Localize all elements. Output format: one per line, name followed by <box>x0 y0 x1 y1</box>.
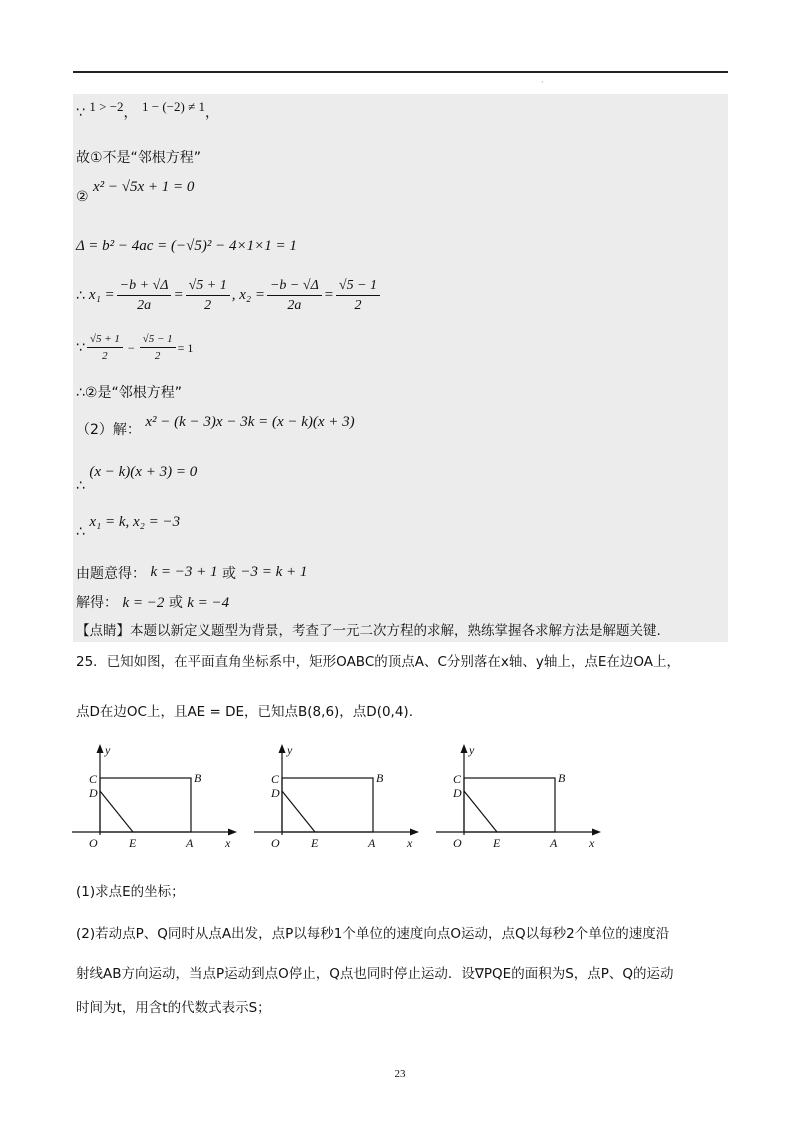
fraction: $\frac{√5 - 1}{2}$ <box>140 333 176 362</box>
coordinate-figure-1 <box>70 740 245 855</box>
solution-line-12: 解得： k = −2 或 k = −4 <box>76 595 230 611</box>
rectangle-oabc <box>282 778 373 832</box>
label-a: A <box>186 836 194 850</box>
fraction: $\frac{√5 + 1}{2}$ <box>87 333 123 362</box>
solution-line-2: 故①不是“邻根方程” <box>76 150 202 166</box>
header-dot: · <box>541 78 544 87</box>
label-e: E <box>311 836 319 850</box>
question-25-line-1: 25．已知如图，在平面直角坐标系中，矩形OABC的顶点A、C分别落在x轴、y轴上，点E在边OA上， <box>76 654 681 670</box>
x-axis-arrow <box>410 829 419 836</box>
y-axis-arrow <box>279 744 286 753</box>
page-number: 23 <box>394 1068 406 1080</box>
label-a: A <box>368 836 376 850</box>
label-d: D <box>453 786 462 800</box>
fraction: $\frac{-b + √\Delta}{2a}$ <box>117 278 172 314</box>
label-x: x <box>589 836 595 850</box>
label-d: D <box>271 786 280 800</box>
solution-line-6: ∵ $\frac{√5 + 1}{2}$ − $\frac{√5 - 1}{2}$ = 1 <box>76 333 194 363</box>
label-c: C <box>271 772 280 786</box>
solution-line-4: Δ = b² − 4ac = (−√5)² − 4×1×1 = 1 <box>76 238 297 254</box>
label-b: B <box>558 771 566 785</box>
solution-box <box>73 94 728 642</box>
label-o: O <box>271 836 280 850</box>
solution-line-7: ∴②是“邻根方程” <box>76 385 182 401</box>
solution-line-11: 由题意得： k = −3 + 1 或 −3 = k + 1 <box>76 564 308 582</box>
y-axis-arrow <box>461 744 468 753</box>
label-c: C <box>89 772 98 786</box>
coordinate-figure-3 <box>434 740 609 855</box>
label-a: A <box>550 836 558 850</box>
label-e: E <box>129 836 137 850</box>
segment-de <box>282 791 315 832</box>
label-y: y <box>105 743 111 757</box>
coordinate-figure-2 <box>252 740 427 855</box>
label-o: O <box>453 836 462 850</box>
fraction: $\frac{-b - √\Delta}{2a}$ <box>267 278 322 314</box>
question-part-2-line-2: 射线AB方向运动，当点P运动到点O停止，Q点也同时停止运动．设∇PQE的面积为S，点P、Q的运动 <box>76 966 674 982</box>
fraction: $\frac{√5 - 1}{2}$ <box>336 278 380 314</box>
label-y: y <box>469 743 475 757</box>
question-part-1: (1)求点E的坐标； <box>76 884 185 900</box>
label-b: B <box>376 771 384 785</box>
label-y: y <box>287 743 293 757</box>
question-part-2-line-3: 时间为t，用含t的代数式表示S； <box>76 1000 271 1016</box>
x-axis-arrow <box>592 829 601 836</box>
segment-de <box>464 791 497 832</box>
label-b: B <box>194 771 202 785</box>
label-c: C <box>453 772 462 786</box>
label-x: x <box>225 836 231 850</box>
x-axis-arrow <box>228 829 237 836</box>
segment-de <box>100 791 133 832</box>
solution-line-1: ∵ 1 > −2， 1 − (−2) ≠ 1， <box>76 99 219 121</box>
question-25-line-2: 点D在边OC上，且AE = DE，已知点B(8,6)，点D(0,4). <box>76 704 413 720</box>
comment-line: 【点睛】本题以新定义题型为背景，考查了一元二次方程的求解，熟练掌握各求解方法是解题关键. <box>76 623 661 639</box>
solution-line-3: ② x² − √5x + 1 = 0 <box>76 179 195 205</box>
label-o: O <box>89 836 98 850</box>
solution-line-5: ∴ x₁ = $\frac{-b + √\Delta}{2a}$ = $\frac{√5 + 1}{2}$ , x₂ = $\frac{-b - √\Delta}{2a}$ = $\frac{√5 - 1}{2}$ <box>76 278 382 314</box>
header-rule <box>73 71 728 73</box>
fraction: $\frac{√5 + 1}{2}$ <box>186 278 230 314</box>
question-part-2-line-1: (2)若动点P、Q同时从点A出发，点P以每秒1个单位的速度向点O运动，点Q以每秒2个单位的速度沿 <box>76 926 670 942</box>
solution-line-9: ∴ (x − k)(x + 3) = 0 <box>76 464 198 494</box>
label-e: E <box>493 836 501 850</box>
solution-line-10: ∴ x₁ = k, x₂ = −3 <box>76 514 181 540</box>
solution-line-8: （2）解： x² − (k − 3)x − 3k = (x − k)(x + 3) <box>76 414 355 438</box>
y-axis-arrow <box>97 744 104 753</box>
rectangle-oabc <box>464 778 555 832</box>
label-d: D <box>89 786 98 800</box>
label-x: x <box>407 836 413 850</box>
rectangle-oabc <box>100 778 191 832</box>
